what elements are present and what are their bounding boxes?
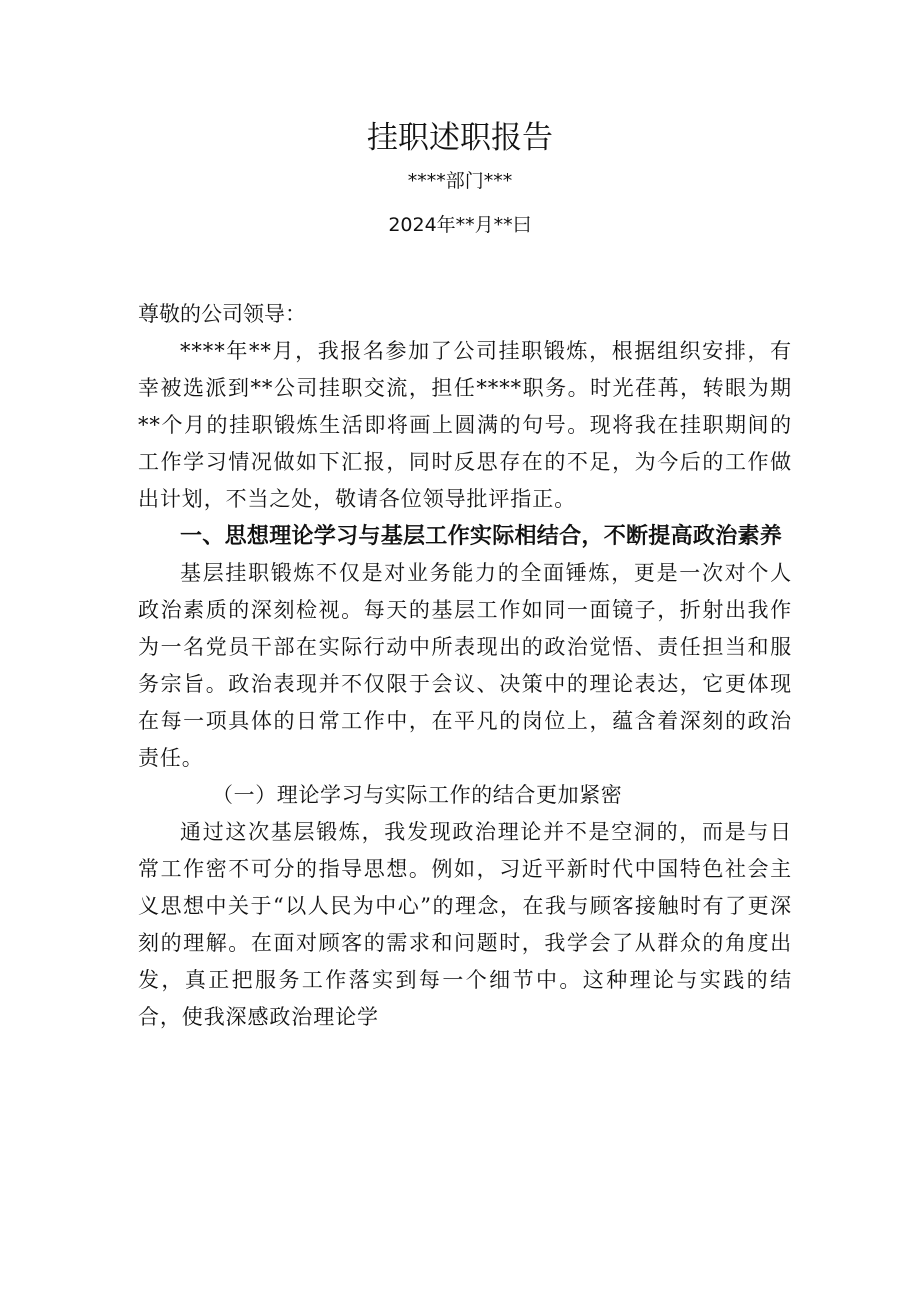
intro-paragraph: ****年**月，我报名参加了公司挂职锻炼，根据组织安排，有幸被选派到**公司挂职交流，担任****职务。时光荏苒，转眼为期**个月的挂职锻炼生活即将画上圆满的句号。现将我在挂职期间的工作学习情况做如下汇报，同时反思存在的不足，为今后的工作做出计划，不当之处，敬请各位领导批评指正。 — [138, 339, 792, 511]
subsection-heading-1: （一）理论学习与实际工作的结合更加紧密 — [212, 783, 623, 807]
salutation: 尊敬的公司领导： — [138, 302, 306, 326]
report-title: 挂职述职报告 — [367, 120, 553, 156]
subsection-1-paragraph: 通过这次基层锻炼，我发现政治理论并不是空洞的，而是与日常工作密不可分的指导思想。例如，习近平新时代中国特色社会主义思想中关于“以人民为中心”的理念，在我与顾客接触时有了更深刻的理解。在面对顾客的需求和问题时，我学会了从群众的角度出发，真正把服务工作落实到每一个细节中。这种理论与实践的结合，使我深感政治理论学 — [138, 820, 792, 1029]
department-line: ****部门*** — [407, 170, 513, 192]
section-heading-1: 一、思想理论学习与基层工作实际相结合，不断提高政治素养 — [180, 524, 783, 549]
report-date: 2024年**月**曰 — [388, 214, 532, 236]
section-1-paragraph: 基层挂职锻炼不仅是对业务能力的全面锤炼，更是一次对个人政治素质的深刻检视。每天的基层工作如同一面镜子，折射出我作为一名党员干部在实际行动中所表现出的政治觉悟、责任担当和服务宗旨。政治表现并不仅限于会议、决策中的理论表达，它更体现在每一项具体的日常工作中，在平凡的岗位上，蕴含着深刻的政治责任。 — [138, 561, 792, 770]
report-body — [138, 296, 792, 1036]
